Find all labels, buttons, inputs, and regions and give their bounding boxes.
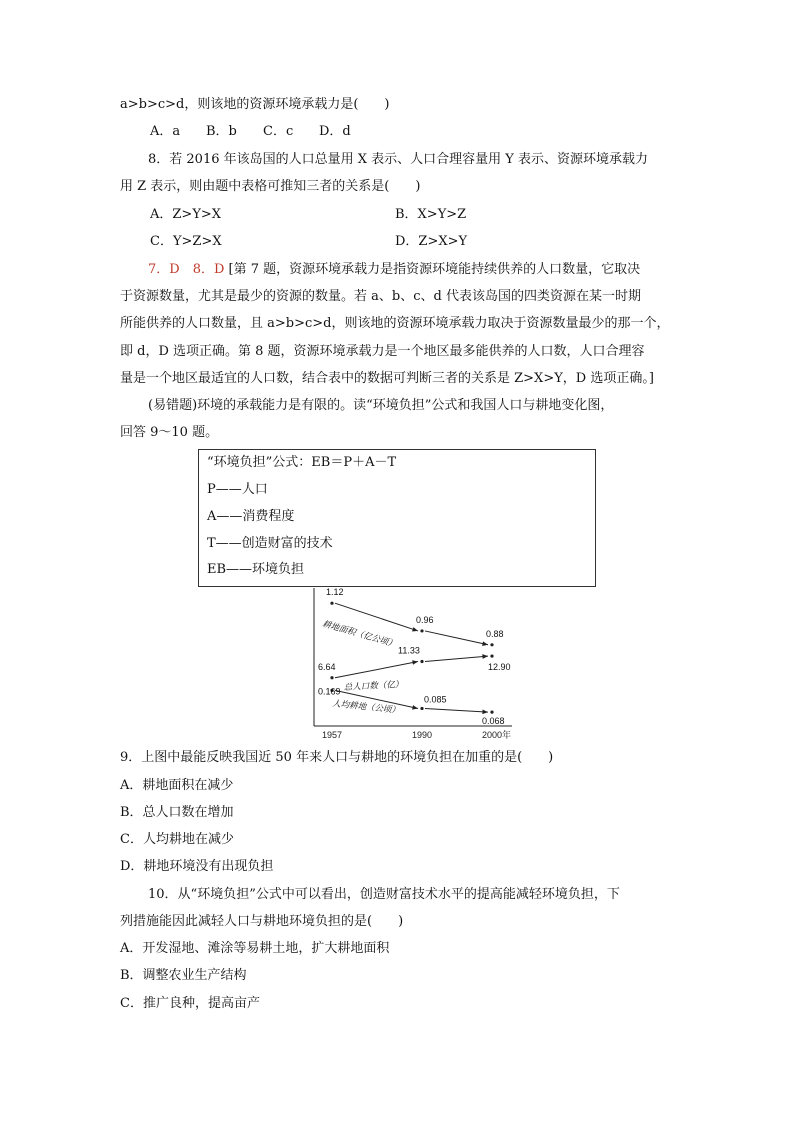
q9-option-b: B．总人口数在增加 [120,805,234,820]
q9-stem: 9．上图中最能反映我国近 50 年来人口与耕地的环境负担在加重的是( ) [120,750,554,765]
data-point [420,629,423,632]
formula-row-eb: EB——环境负担 [207,562,305,577]
q7-option-d: D．d [319,124,351,139]
formula-row-a: A——消费程度 [207,509,295,524]
data-point [330,676,333,679]
formula-title: “环境负担”公式：EB＝P＋A－T [207,455,397,470]
answer-line4: 即 d，D 选项正确。第 8 题，资源环境承载力是一个地区最多能供养的人口数，人口合理容 [120,344,645,359]
q9-option-d: D．耕地环境没有出现负担 [120,859,274,874]
series-segment [335,662,418,678]
q8-option-c: C．Y>Z>X [150,234,222,249]
series-arrowhead [482,654,488,659]
data-point [490,711,493,714]
population-farmland-chart [300,588,530,740]
data-point [420,707,423,710]
data-label: 0.068 [482,716,505,727]
data-label: 12.90 [488,662,511,673]
data-label: 0.169 [318,686,341,697]
data-point [490,654,493,657]
data-label: 0.085 [424,694,447,705]
q8-stem-line1: 8．若 2016 年该岛国的人口总量用 X 表示、人口合理容量用 Y 表示、资源环境承载力 [148,152,648,167]
q8-stem-line2: 用 Z 表示，则由题中表格可推知三者的关系是( ) [120,179,421,194]
q8-option-b: B．X>Y>Z [395,207,467,222]
x-tick-label: 1957 [322,730,343,740]
series-arrowhead [412,627,418,631]
data-label: 1.12 [326,588,344,598]
q10-option-a: A．开发湿地、滩涂等易耕土地，扩大耕地面积 [120,941,390,956]
series-name: 人均耕地（公顷） [331,698,401,716]
series-name: 总人口数（亿） [343,678,404,692]
series-name: 耕地面积（亿公顷） [321,618,398,650]
q7-option-a: A．a [150,124,181,139]
data-point [420,660,423,663]
series-arrowhead [482,710,488,715]
formula-row-t: T——创造财富的技术 [207,536,333,551]
answer-line1 [148,261,640,279]
answer-key: 7．D 8．D [148,262,225,277]
series-arrowhead [412,660,418,665]
data-label: 0.88 [486,628,504,639]
q7-stem-tail: a>b>c>d，则该地的资源环境承载力是( ) [120,97,390,112]
q10-stem-line2: 列措施能因此减轻人口与耕地环境负担的是( ) [120,914,404,929]
answer-line5: 量是一个地区最适宜的人口数，结合表中的数据可判断三者的关系是 Z>X>Y，D 选项正确。] [120,371,654,386]
series-segment [425,656,488,661]
data-label: 11.33 [398,645,420,656]
answer-line3: 所能供养的人口数量，且 a>b>c>d，则该地的资源环境承载力取决于资源数量最少的那一个， [120,316,670,331]
intro-line2: 回答 9～10 题。 [120,425,219,440]
x-tick-label: 1990 [412,730,433,740]
series-segment [425,631,488,645]
q7-option-b: B．b [206,124,237,139]
formula-box [198,449,596,587]
series-segment [425,708,488,712]
data-point [490,643,493,646]
q8-option-a: A．Z>Y>X [150,207,222,222]
series-arrowhead [412,705,418,710]
q8-option-d: D．Z>X>Y [395,234,468,249]
data-label: 0.96 [416,614,434,625]
answer-line2: 于资源数量，尤其是最少的资源的数量。若 a、b、c、d 代表该岛国的四类资源在某一时期 [120,289,641,304]
data-label: 6.64 [318,661,336,672]
q10-option-c: C．推广良种，提高亩产 [120,996,260,1011]
intro-line1: (易错题)环境的承载能力是有限的。读“环境负担”公式和我国人口与耕地变化图， [148,398,614,413]
q9-option-a: A．耕地面积在减少 [120,778,234,793]
x-tick-label: 2000年 [482,730,512,740]
data-point [330,602,333,605]
q9-option-c: C．人均耕地在减少 [120,832,234,847]
q10-stem-line1: 10．从“环境负担”公式中可以看出，创造财富技术水平的提高能减轻环境负担，下 [148,887,620,902]
series-arrowhead [482,641,488,646]
q7-option-c: C．c [263,124,294,139]
answer-text-line1: [第 7 题，资源环境承载力是指资源环境能持续供养的人口数量，它取决 [228,262,641,277]
formula-row-p: P——人口 [207,482,268,497]
q10-option-b: B．调整农业生产结构 [120,968,247,983]
